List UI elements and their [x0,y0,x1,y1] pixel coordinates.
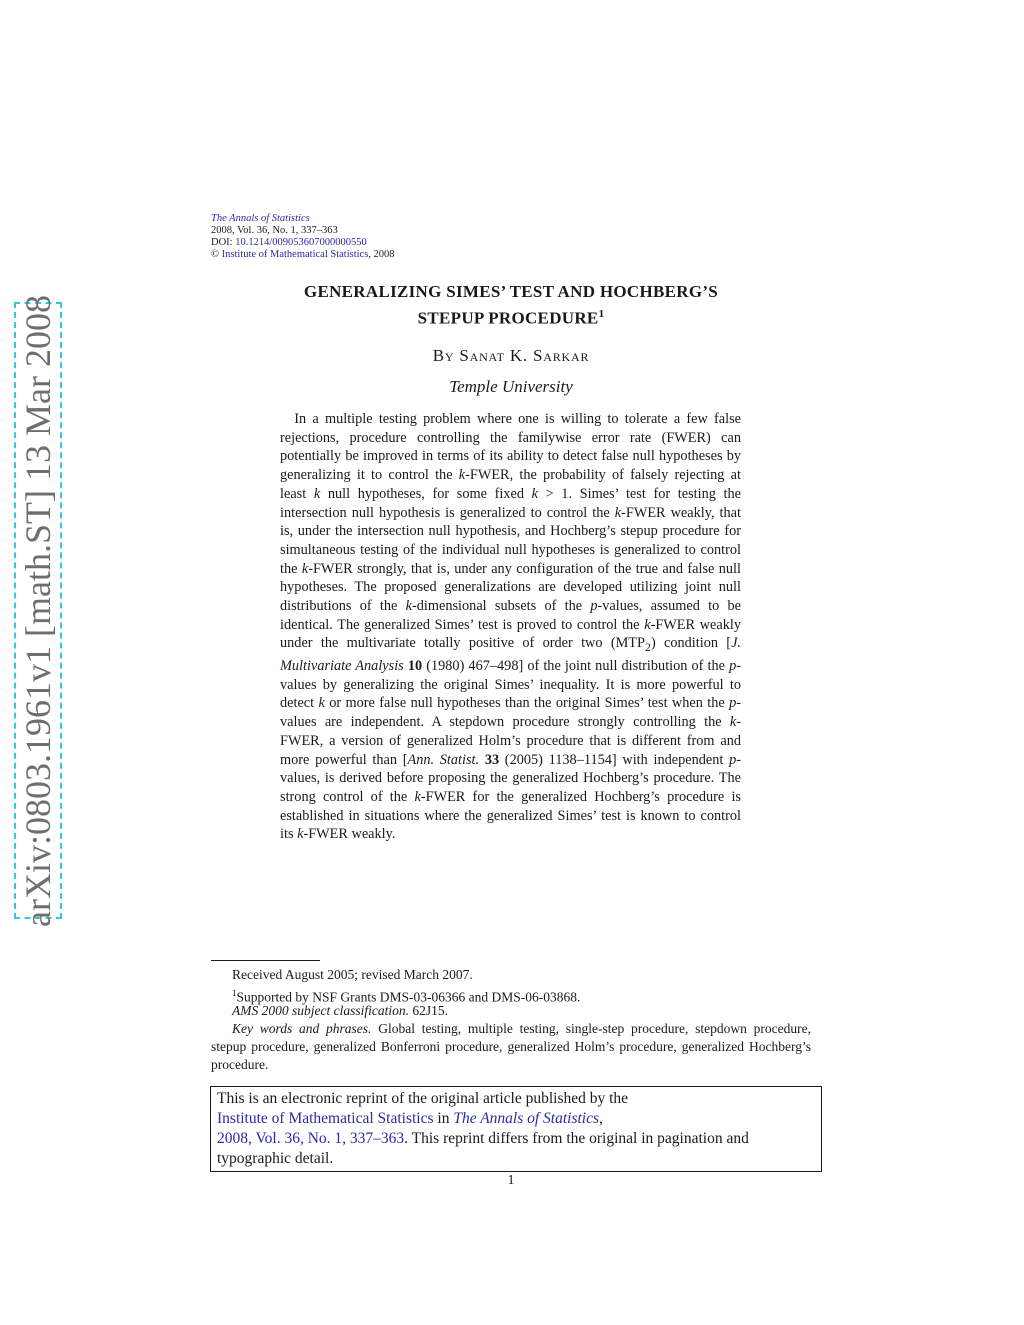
reprint-notice: This is an electronic reprint of the original article published by the Institute of Mathematical Statistics in The Annals of Statistics, 2008, Vol. 36, No. 1, 337–363. This reprint differs from the original in pagination and typographic detail. [210,1086,822,1172]
title-line-2 [211,303,811,330]
citation-journal-2: Ann. Statist. [407,751,480,768]
keywords [211,1020,811,1074]
copyright-year: , 2008 [368,249,395,260]
reprint-publisher-link[interactable]: Institute of Mathematical Statistics [217,1110,434,1127]
author-name: By Sanat K. Sarkar [432,346,590,365]
reprint-line-1: This is an electronic reprint of the original article published by the [217,1090,629,1107]
ams-value: 62J15. [408,1003,448,1018]
publisher-link[interactable]: Institute of Mathematical Statistics [221,249,369,260]
citation-journal-1: J. Multivariate Analysis [280,635,741,674]
page-number: 1 [507,1173,515,1188]
copyright-line [211,249,395,261]
support-mark: 1 [232,988,237,998]
title-line-2-text: STEPUP PROCEDURE [417,308,599,328]
support-text: Supported by NSF Grants DMS-03-06366 and DMS-06-03868. [236,989,581,1005]
received-note: Received August 2005; revised March 2007. [232,967,473,982]
reprint-journal-link[interactable]: The Annals of Statistics [453,1110,600,1127]
doi-label: DOI: [211,237,236,248]
reprint-volume-link[interactable]: 2008, Vol. 36, No. 1, 337–363 [217,1130,405,1147]
copyright-symbol: © [211,249,219,260]
ams-classification [211,1002,811,1020]
volume-line: 2008, Vol. 36, No. 1, 337–363 [211,225,338,236]
arxiv-stamp-text: arXiv:0803.1961v1 [math.ST] 13 Mar 2008 [18,294,58,927]
keywords-value: Global testing, multiple testing, single-step procedure, stepdown procedure, stepup procedure, generalized Bonferroni procedure, generalized Holm’s procedure, generalized Hochberg’s procedure. [211,1021,811,1072]
keywords-label: Key words and phrases. [232,1021,372,1036]
reprint-rest: . This reprint differs from the original in pagination and typographic detail. [217,1130,749,1167]
abstract: In a multiple testing problem where one is willing to tolerate a few false rejections, procedure controlling the familywise error rate (FWER) can potentially be improved in terms of its ability to detect false null hypotheses by generalizing it to control the k-FWER, the probability of falsely rejecting at least k null hypotheses, for some fixed k > 1. Simes’ test for testing the intersection null hypothesis is generalized to control the k-FWER weakly, that is, under the intersection null hypothesis, and Hochberg’s stepup procedure for simultaneous testing of the individual null hypotheses is generalized to control the k-FWER strongly, that is, under any configuration of the true and false null hypotheses. The proposed generalizations are developed utilizing joint null distributions of the k-dimensional subsets of the p-values, assumed to be identical. The generalized Simes’ test is proved to control the k-FWER weakly under the multivariate totally positive of order two $(MTP_2)$ condition [J. Multivariate Analysis 10 (1980) 467–498] of the joint null distribution of the p-values by generalizing the original Simes’ inequality. It is more powerful to detect k or more false null hypotheses than the original Simes’ test when the p-values are independent. A stepdown procedure strongly controlling the k-FWER, a version of generalized Holm’s procedure that is different from and more powerful than [Ann. Statist. 33 (2005) 1138–1154] with independent p-values, is derived before proposing the generalized Hochberg’s procedure. The strong control of the k-FWER for the generalized Hochberg’s procedure is established in situations where the generalized Simes’ test is known to control its k-FWER weakly. [280,411,741,843]
footnote-rule [211,960,320,961]
title-footnote-mark: 1 [598,308,605,320]
ams-label: AMS 2000 subject classification. [232,1003,409,1018]
paper-title [211,281,811,330]
doi-link[interactable]: 10.1214/009053607000000550 [235,237,367,248]
arxiv-stamp [14,294,62,927]
affiliation: Temple University [449,377,573,396]
doi-line [211,237,395,249]
journal-header [211,213,395,261]
title-line-1: GENERALIZING SIMES’ TEST AND HOCHBERG’S [303,282,719,301]
journal-name-link[interactable]: The Annals of Statistics [211,213,310,224]
